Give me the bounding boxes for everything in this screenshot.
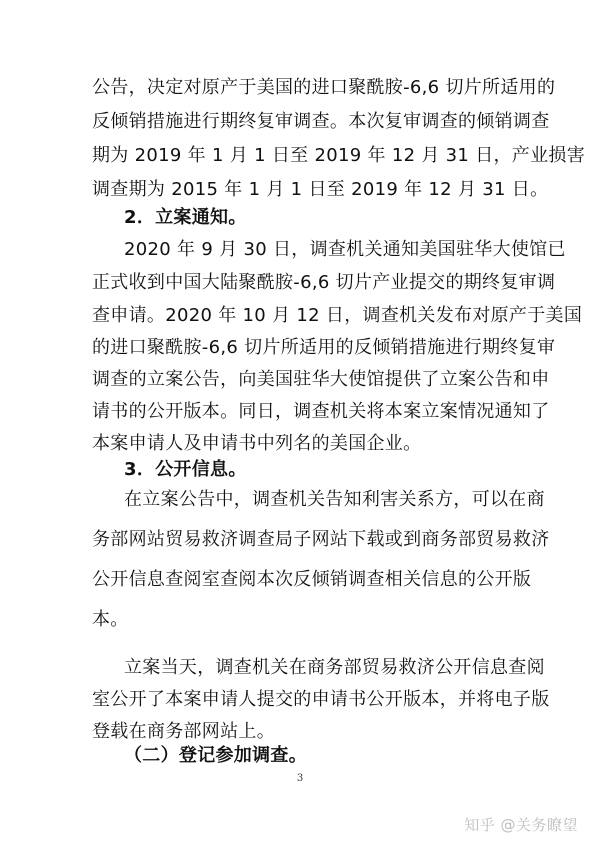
section-heading: （二）登记参加调查。: [124, 745, 307, 766]
body-text-line: 调查期为 2015 年 1 月 1 日至 2019 年 12 月 31 日。: [92, 179, 549, 200]
body-text-line: 的进口聚酰胺-6,6 切片所适用的反倾销措施进行期终复审: [92, 337, 556, 358]
body-text-line: 请书的公开版本。同日，调查机关将本案立案情况通知了: [92, 401, 550, 422]
body-text-line: 立案当天，调查机关在商务部贸易救济公开信息查阅: [124, 657, 545, 678]
body-text-line: 反倾销措施进行期终复审调查。本次复审调查的倾销调查: [92, 111, 550, 132]
section-heading: 3．公开信息。: [124, 459, 247, 480]
watermark: 知乎 @关务瞭望: [464, 816, 578, 834]
body-text-line: 2020 年 9 月 30 日，调查机关通知美国驻华大使馆已: [124, 239, 566, 260]
body-text-line: 期为 2019 年 1 月 1 日至 2019 年 12 月 31 日，产业损害: [92, 145, 585, 166]
body-text-line: 在立案公告中，调查机关告知利害关系方，可以在商: [124, 489, 545, 510]
body-text-line: 正式收到中国大陆聚酰胺-6,6 切片产业提交的期终复审调: [92, 272, 556, 293]
section-heading: 2．立案通知。: [124, 207, 247, 228]
body-text-line: 本。: [92, 609, 129, 630]
body-text-line: 查申请。2020 年 10 月 12 日，调查机关发布对原产于美国: [92, 305, 583, 326]
body-text-line: 调查的立案公告，向美国驻华大使馆提供了立案公告和申: [92, 369, 550, 390]
body-text-line: 公开信息查阅室查阅本次反倾销调查相关信息的公开版: [92, 569, 532, 590]
body-text-line: 登载在商务部网站上。: [92, 721, 275, 742]
body-text-line: 室公开了本案申请人提交的申请书公开版本，并将电子版: [92, 689, 550, 710]
page-number: 3: [296, 773, 304, 784]
body-text-line: 务部网站贸易救济调查局子网站下载或到商务部贸易救济: [92, 529, 550, 550]
body-text-line: 本案申请人及申请书中列名的美国企业。: [92, 433, 422, 454]
body-text-line: 公告，决定对原产于美国的进口聚酰胺-6,6 切片所适用的: [92, 77, 556, 98]
